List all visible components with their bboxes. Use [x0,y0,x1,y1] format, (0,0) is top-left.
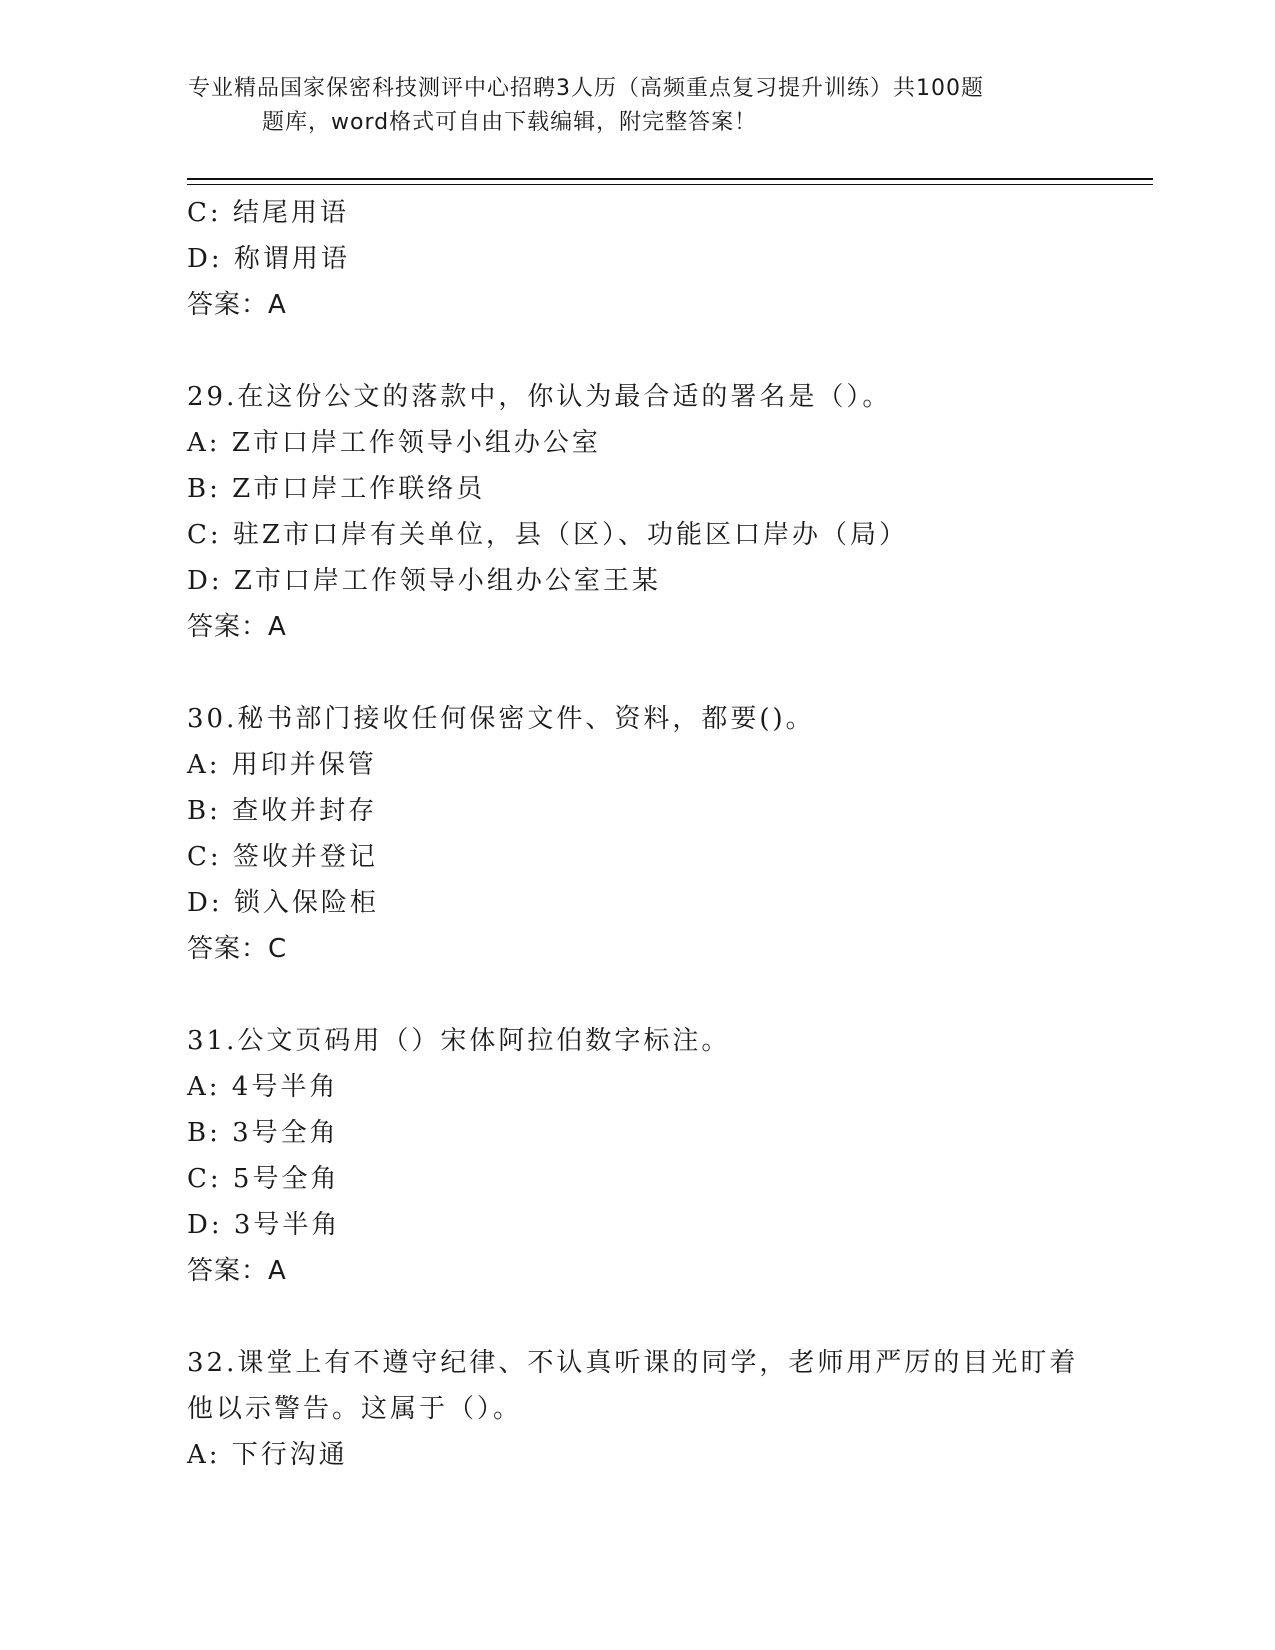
option-c: C: 签收并登记 [187,842,378,872]
answer-line: 答案：C [187,934,288,964]
question-32-text-line-2: 他以示警告。这属于（）。 [187,1394,523,1424]
option-d: D: Z市口岸工作领导小组办公室王某 [187,566,661,596]
answer-line: 答案：A [187,612,287,642]
header-title-line-1: 专业精品国家保密科技测评中心招聘3人历（高频重点复习提升训练）共100题 [188,76,984,101]
option-b: B: Z市口岸工作联络员 [187,474,486,504]
header-divider-thick [187,178,1153,180]
spacer [187,328,1087,374]
question-31-text: 31.公文页码用（）宋体阿拉伯数字标注。 [187,1026,731,1056]
option-b: B: 3号全角 [187,1118,339,1148]
question-29-text: 29.在这份公文的落款中，你认为最合适的署名是（）。 [187,382,892,412]
document-header [188,72,1088,140]
header-title-line-2: 题库，word格式可自由下载编辑，附完整答案！ [262,110,758,135]
answer-line: 答案：A [187,290,287,320]
question-32-text-line-1: 32.课堂上有不遵守纪律、不认真听课的同学，老师用严厉的目光盯着 [187,1348,1079,1378]
spacer [187,1294,1087,1340]
option-a: A: Z市口岸工作领导小组办公室 [187,428,601,458]
option-b: B: 查收并封存 [187,796,378,826]
option-c: C: 5号全角 [187,1164,340,1194]
option-c: C: 结尾用语 [187,198,349,228]
header-divider-thin [187,184,1153,185]
option-a: A: 用印并保管 [187,750,377,780]
option-d: D: 锁入保险柜 [187,888,379,918]
answer-line: 答案：A [187,1256,287,1286]
spacer [187,650,1087,696]
question-list [187,190,1087,1478]
option-c: C: 驻Z市口岸有关单位，县（区）、功能区口岸办（局） [187,520,908,550]
option-d: D: 称谓用语 [187,244,350,274]
option-a: A: 4号半角 [187,1072,339,1102]
option-a: A: 下行沟通 [187,1440,348,1470]
option-d: D: 3号半角 [187,1210,341,1240]
spacer [187,972,1087,1018]
question-30-text: 30.秘书部门接收任何保密文件、资料，都要()。 [187,704,815,734]
